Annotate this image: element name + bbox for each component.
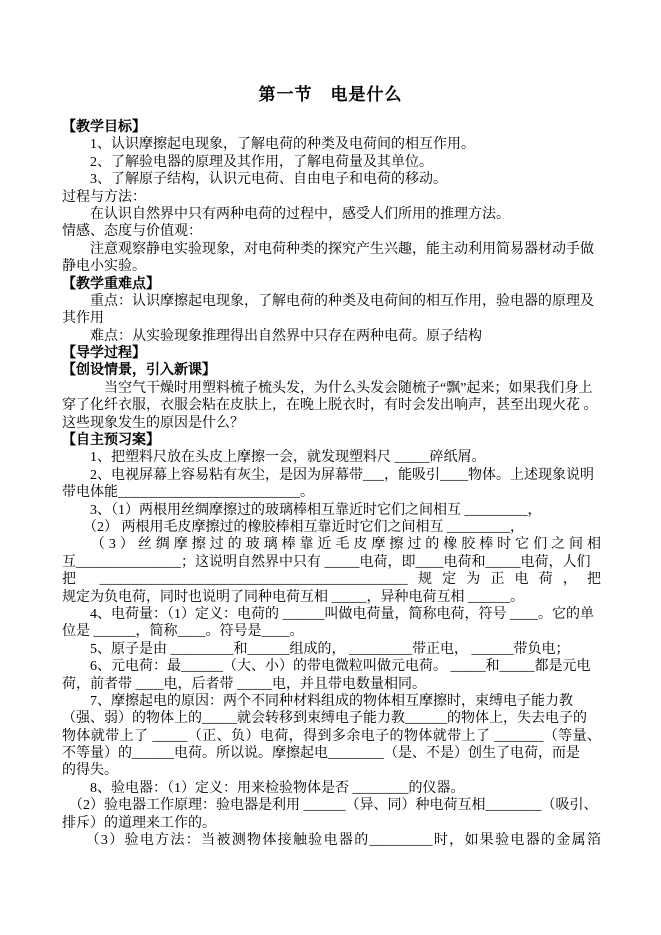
subsection-emotion-values: 情感、态度与价值观： <box>62 224 202 240</box>
text-line: （强、弱）的物体上的_____就会转移到束缚电子能力教______的物体上，失去电子的 <box>62 711 587 727</box>
text-line: 5、原子是由 _________和______组成的， _________带正电， ______带负电； <box>62 641 570 657</box>
section-header-guided-process: 【导学过程】 <box>62 346 146 362</box>
text-line: 1、把塑料尺放在头皮上摩擦一会，就发现塑料尺 _____碎纸屑。 <box>62 450 486 466</box>
text-line: （3）丝绸摩擦过的玻璃棒靠近毛皮摩擦过的橡胶棒时它们之间相 <box>62 537 601 553</box>
subsection-process-methods: 过程与方法： <box>62 189 146 205</box>
text-line: 互_______________；这说明自然界中只有 _____电荷，即____电荷和_____电荷，人们 <box>62 554 591 570</box>
text-line: 穿了化纤衣服，衣服会粘在皮肤上，在晚上脱衣时，有时会发出响声，甚至出现火花 。 <box>62 398 598 414</box>
section-header-key-points: 【教学重难点】 <box>62 276 160 292</box>
text-line: 8、验电器：（1）定义：用来检验物体是否 ________的仪器。 <box>62 780 465 796</box>
text-line: （2） 两根用毛皮摩擦过的橡胶棒相互靠近时它们之间相互 _________， <box>62 519 524 535</box>
page-title: 第一节 电是什么 <box>258 85 403 104</box>
text-line: 规定为负电荷，同时也说明了同种电荷互相 _____，异种电荷互相 ______。 <box>62 589 524 605</box>
text-line: （3）验电方法：当被测物体接触验电器的_________时，如果验电器的金属箔 <box>62 833 601 849</box>
text-line: （2）验电器工作原理：验电器是利用 ______（异、同）种电荷互相________（吸引、 <box>62 798 598 814</box>
text-line: 3、（1）两根用丝绸摩擦过的玻璃棒相互靠近时它们之间相互 _________， <box>62 502 542 518</box>
text-line: 荷，前者带 ____电，后者带 _____电，并且带电数量相同。 <box>62 676 426 692</box>
text-line: 位是 ______，简称____。符号是____。 <box>62 624 304 640</box>
text-line: 物体就带上了 _____（正、负）电荷，得到多余电子的物体就带上了 _______（等量、 <box>62 728 601 744</box>
text-line: 4、电荷量：（1）定义：电荷的 ______叫做电荷量，简称电荷，符号 ____。它的单 <box>62 606 594 622</box>
text-line: 不等量）的______电荷。所以说。摩擦起电________（是、不是）创生了电荷，而是 <box>62 746 580 762</box>
text-line: 7、摩擦起电的原因：两个不同种材料组成的物体相互摩擦时，束缚电子能力教 <box>62 693 573 709</box>
section-header-lesson-intro: 【创设情景，引入新课】 <box>62 363 216 379</box>
text-line: 带电体能__________________________。 <box>62 485 314 501</box>
text-line: 静电小实验。 <box>62 259 146 275</box>
text-line: 在认识自然界中只有两种电荷的过程中，感受人们所用的推理方法。 <box>62 206 510 222</box>
text-line: 这些现象发生的原因是什么？ <box>62 415 244 431</box>
text-line: 注意观察静电实验现象，对电荷种类的探究产生兴趣，能主动利用简易器材动手做 <box>62 241 594 257</box>
text-line: 1、认识摩擦起电现象，了解电荷的种类及电荷间的相互作用。 <box>62 137 475 153</box>
text-line: 当空气干燥时用塑料梳子梳头发，为什么头发会随梳子“飘”起来；如果我们身上 <box>62 380 593 396</box>
text-line: 重点：认识摩擦起电现象，了解电荷的种类及电荷间的相互作用，验电器的原理及 <box>62 293 594 309</box>
text-line: 的得失。 <box>62 763 118 779</box>
text-line: 2、了解验电器的原理及其作用，了解电荷量及其单位。 <box>62 154 433 170</box>
document-body <box>0 119 661 849</box>
text-line: 2、电视屏幕上容易粘有灰尘，是因为屏幕带___，能吸引____物体。上述现象说明 <box>62 467 594 483</box>
section-header-self-study: 【自主预习案】 <box>62 433 160 449</box>
text-line: 6、元电荷：最______（大、小）的带电微粒叫做元电荷。 _____和_____都是元电 <box>62 659 591 675</box>
text-line: 难点：从实验现象推理得出自然界中只存在两种电荷。原子结构 <box>62 328 482 344</box>
text-line: 把 ____________________________________________规定为正电荷，把 <box>62 572 601 588</box>
text-line: 其作用 <box>62 311 104 327</box>
section-header-teaching-goals: 【教学目标】 <box>62 120 146 135</box>
text-line: 3、了解原子结构，认识元电荷、自由电子和电荷的移动。 <box>62 172 447 188</box>
text-line: 排斥）的道理来工作的。 <box>62 815 216 831</box>
